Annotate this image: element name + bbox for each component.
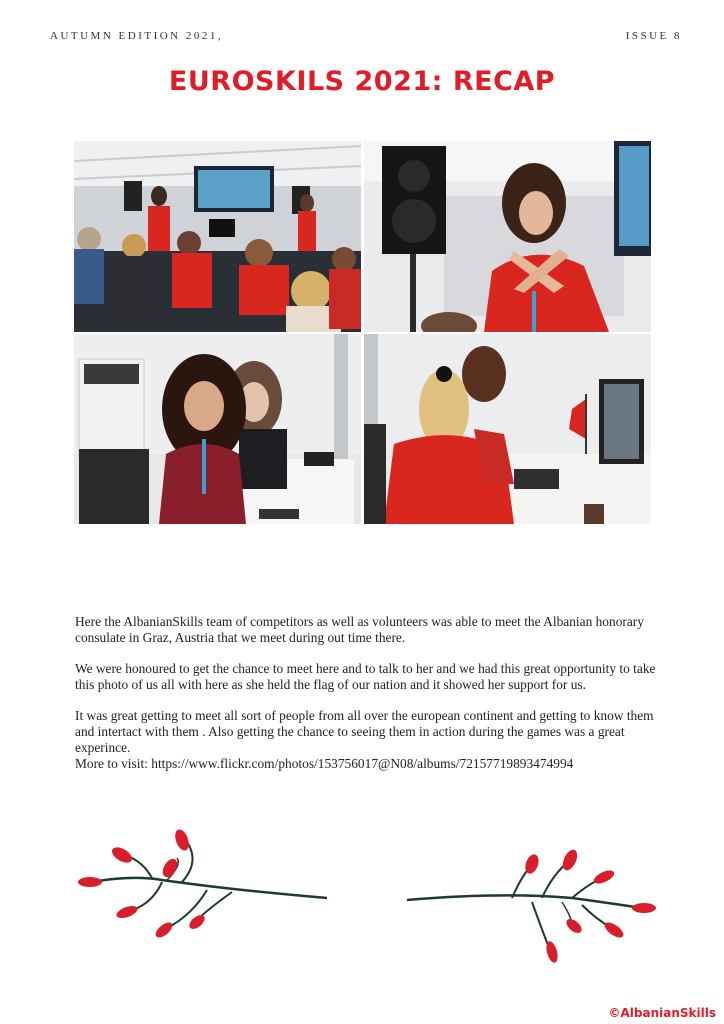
- paragraph-experience: It was great getting to meet all sort of people from all over the european continent and getting to know them and intertact with them . Also getting the chance to seeing them in action during the games was a great experince.: [75, 708, 654, 755]
- page-title: EUROSKILS 2021: RECAP: [168, 66, 556, 97]
- left-floral-branch-icon: [72, 820, 332, 950]
- photo-volunteer-gesturing: [364, 141, 651, 332]
- photo-volunteers-desk: [74, 334, 361, 524]
- issue-number: ISSUE 8: [625, 30, 682, 42]
- article-body: [75, 614, 665, 772]
- paragraph-consulate: Here the AlbanianSkills team of competitors as well as volunteers was able to meet the Albanian honorary consulate in Graz, Austria that we meet during out time there.: [75, 614, 644, 645]
- flickr-link[interactable]: More to visit: https://www.flickr.com/photos/153756017@N08/albums/72157719893474994: [75, 756, 574, 771]
- photo-team-meeting: [74, 141, 361, 332]
- photo-volunteers-flag: [364, 334, 651, 524]
- right-floral-branch-icon: [402, 840, 662, 970]
- brand-credit: ©AlbanianSkills: [608, 1006, 716, 1020]
- edition-label: AUTUMN EDITION 2021,: [50, 30, 224, 42]
- paragraph-honoured: We were honoured to get the chance to meet here and to talk to her and we had this great opportunity to take this photo of us all with here as she held the flag of our nation and it showed her support for us.: [75, 661, 656, 692]
